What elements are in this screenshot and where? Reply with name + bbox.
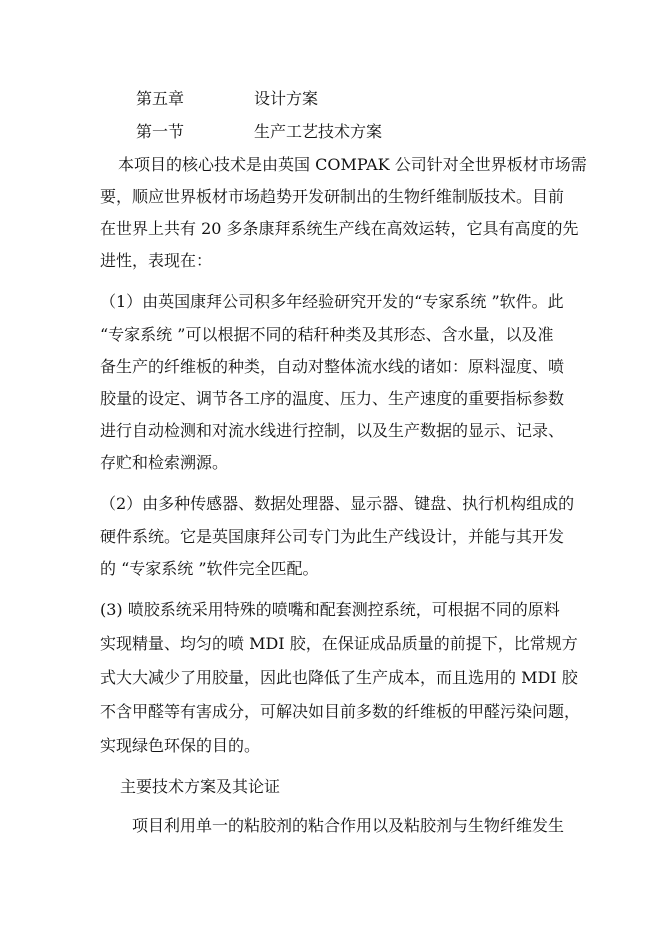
subheading-main-technical-plan: 主要技术方案及其论证 bbox=[120, 777, 281, 796]
item-1-line-6: 存贮和检索溯源。 bbox=[100, 453, 229, 472]
item-1-line-3: 备生产的纤维板的种类，自动对整体流水线的诸如：原料湿度、喷 bbox=[100, 357, 565, 376]
section-title: 生产工艺技术方案 bbox=[254, 122, 383, 141]
paragraph-intro-line-2: 要，顺应世界板材市场趋势开发研制出的生物纤维制版技术。目前 bbox=[100, 187, 565, 206]
chapter-title: 设计方案 bbox=[254, 89, 319, 108]
item-1-line-4: 胶量的设定、调节各工序的温度、压力、生产速度的重要指标参数 bbox=[100, 389, 565, 408]
item-2-line-2: 硬件系统。它是英国康拜公司专门为此生产线设计，并能与其开发 bbox=[100, 527, 565, 546]
section-number: 第一节 bbox=[136, 122, 185, 141]
paragraph-intro-line-1: 本项目的核心技术是由英国 COMPAK 公司针对全世界板材市场需 bbox=[118, 155, 587, 174]
item-3-line-2: 实现精量、均匀的喷 MDI 胶，在保证成品质量的前提下，比常规方 bbox=[100, 634, 578, 653]
item-3-line-5: 实现绿色环保的目的。 bbox=[100, 736, 261, 755]
item-1-line-1: （1）由英国康拜公司积多年经验研究开发的“专家系统 ”软件。此 bbox=[100, 292, 564, 311]
item-1-line-5: 进行自动检测和对流水线进行控制，以及生产数据的显示、记录、 bbox=[100, 421, 565, 440]
item-2-line-1: （2）由多种传感器、数据处理器、显示器、键盘、执行机构组成的 bbox=[100, 494, 575, 513]
paragraph-intro-line-3: 在世界上共有 20 多条康拜系统生产线在高效运转，它具有高度的先 bbox=[100, 219, 579, 238]
item-3-line-1: (3) 喷胶系统采用特殊的喷嘴和配套测控系统，可根据不同的原料 bbox=[100, 600, 560, 619]
paragraph-project-line-1: 项目利用单一的粘胶剂的粘合作用以及粘胶剂与生物纤维发生 bbox=[132, 816, 565, 835]
item-3-line-3: 式大大减少了用胶量，因此也降低了生产成本，而且选用的 MDI 胶 bbox=[100, 668, 578, 687]
item-2-line-3: 的 “专家系统 ”软件完全匹配。 bbox=[100, 559, 319, 578]
item-3-line-4: 不含甲醛等有害成分，可解决如目前多数的纤维板的甲醛污染问题， bbox=[100, 702, 581, 721]
paragraph-intro-line-4: 进性，表现在： bbox=[100, 251, 213, 270]
item-1-line-2: “专家系统 ”可以根据不同的秸秆种类及其形态、含水量，以及准 bbox=[100, 325, 554, 344]
chapter-number: 第五章 bbox=[136, 89, 185, 108]
